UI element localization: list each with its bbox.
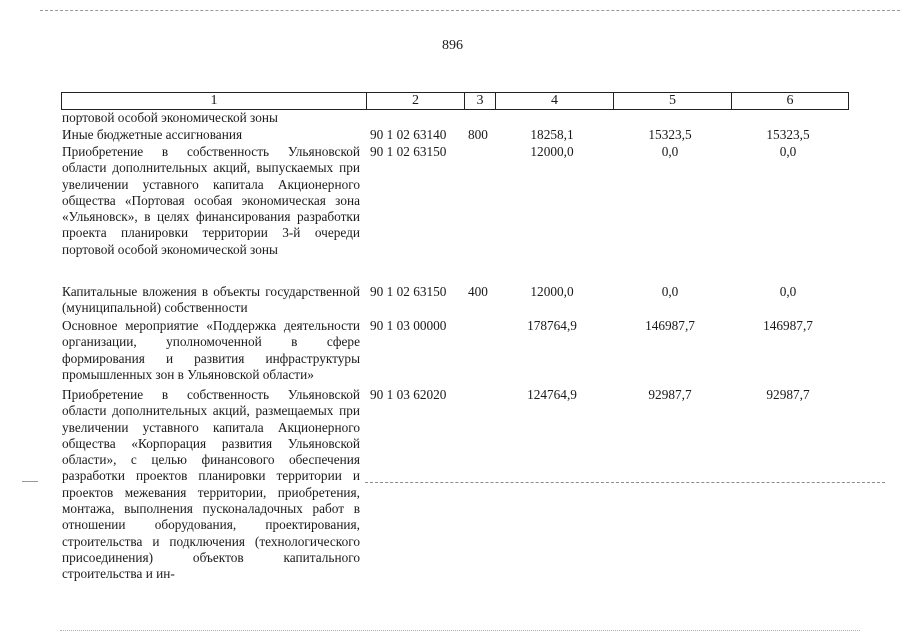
row-description: портовой особой экономической зоны [62,110,278,125]
row-value-col6: 92987,7 [766,387,810,402]
row-value-col4: 12000,0 [530,144,574,159]
column-header-5: 5 [614,93,732,110]
column-header-3: 3 [465,93,496,110]
row-value-col4: 124764,9 [527,387,577,402]
row-code: 90 1 03 00000 [370,318,447,333]
row-value-col5: 0,0 [661,144,679,159]
scan-mark-left [22,481,38,482]
column-header-4: 4 [496,93,614,110]
column-header-6: 6 [732,93,849,110]
row-expense-type: 400 [468,284,488,299]
row-code: 90 1 02 63150 [370,284,447,299]
row-value-col5: 0,0 [661,284,679,299]
row-value-col4: 12000,0 [530,284,574,299]
column-header-2: 2 [367,93,465,110]
row-expense-type: 800 [468,127,488,142]
row-value-col6: 0,0 [779,284,797,299]
row-description: Капитальные вложения в объекты государственной (муниципальной) собственности [62,284,360,316]
row-description: Иные бюджетные ассигнования [62,127,243,142]
row-value-col6: 15323,5 [766,127,810,142]
scan-edge-bottom [60,630,860,631]
row-value-col5: 146987,7 [645,318,695,333]
scan-artifact-line [365,482,885,483]
row-code: 90 1 03 62020 [370,387,447,402]
row-code: 90 1 02 63140 [370,127,447,142]
row-value-col5: 15323,5 [648,127,692,142]
row-value-col5: 92987,7 [648,387,692,402]
column-header-1: 1 [62,93,367,110]
row-value-col4: 18258,1 [530,127,574,142]
page-number: 896 [442,38,463,53]
column-header-row [61,92,849,110]
row-description: Основное мероприятие «Поддержка деятельности организации, уполномоченной в сфере формирования и развития инфраструктуры промышленных зон в Ульяновской области» [62,318,360,382]
row-description: Приобретение в собственность Ульяновской области дополнительных акций, выпускаемых при увеличении уставного капитала Акционерного общества «Портовая особая экономическая зона «Ульяновск», в целях финансирования разработки проекта планировки территории 3-й очереди портовой особой экономической зоны [62,144,360,257]
row-description: Приобретение в собственность Ульяновской области дополнительных акций, размещаемых при увеличении уставного капитала Акционерного общества «Корпорация развития Ульяновской области», с целью финансового обеспечения разработки проектов планировки территории и проектов межевания территории, приобретения, монтажа, выполнения пусконаладочных работ в отношении оборудования, проектирования, строительства и подключения (технологического присоединения) объектов капитального строительства и ин- [62,387,360,582]
scan-edge-top [40,10,900,11]
row-code: 90 1 02 63150 [370,144,447,159]
row-value-col4: 178764,9 [527,318,577,333]
row-value-col6: 0,0 [779,144,797,159]
row-value-col6: 146987,7 [763,318,813,333]
